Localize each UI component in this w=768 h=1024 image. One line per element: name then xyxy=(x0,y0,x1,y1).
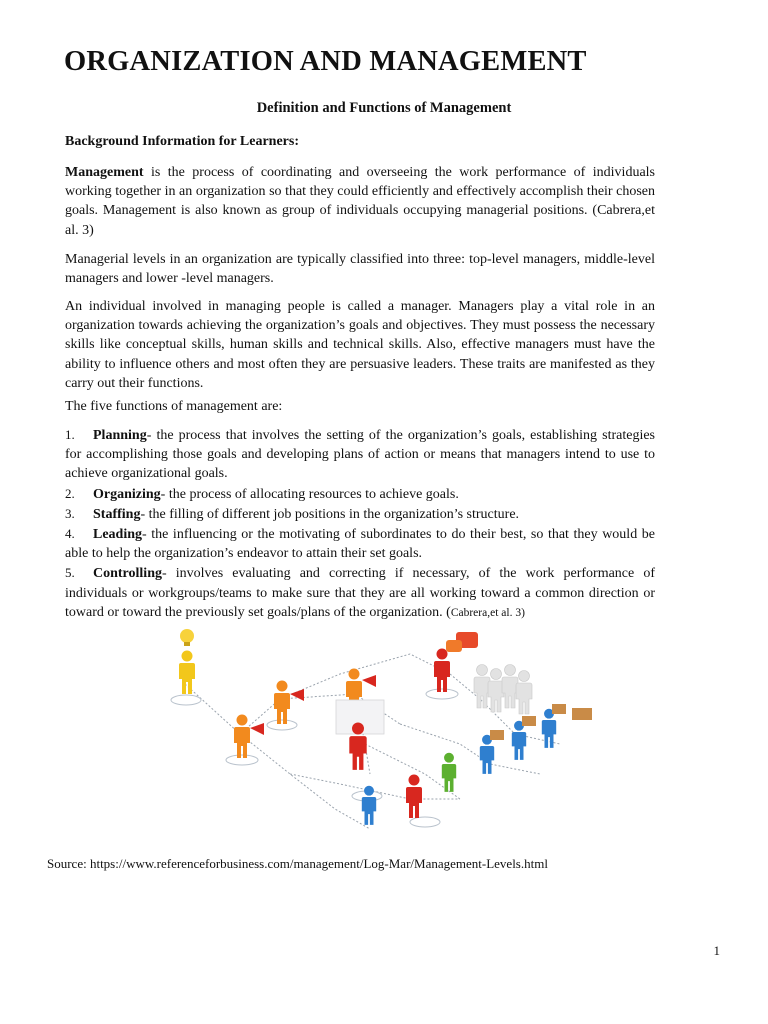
function-term: Leading xyxy=(93,527,143,543)
section-subtitle: Definition and Functions of Management xyxy=(256,100,512,116)
box-icon xyxy=(572,708,592,720)
function-term: Organizing xyxy=(93,486,161,502)
box-icon xyxy=(552,704,566,714)
megaphone-icon xyxy=(250,723,264,735)
function-term: Planning xyxy=(93,428,147,443)
box-icon xyxy=(490,730,504,740)
function-text: - involves evaluating and correcting if necessary, of the work performance of individuals or workgroups/teams to make sure that they are all working toward a common direction or toward or toward the previously set goals/plans of the organization. ( xyxy=(65,566,655,620)
list-item xyxy=(65,563,655,623)
red-person xyxy=(434,649,450,693)
citation: Cabrera,et al. 3) xyxy=(450,606,525,619)
list-item xyxy=(65,504,655,524)
blue-person xyxy=(512,721,526,760)
list-number: 1. xyxy=(65,427,75,442)
box-icon xyxy=(522,716,536,726)
green-person xyxy=(442,753,456,792)
paragraph-management-definition xyxy=(65,163,655,240)
megaphone-icon xyxy=(290,689,304,701)
function-term: Controlling xyxy=(93,566,162,582)
list-item xyxy=(65,425,655,484)
paragraph-managerial-levels: Managerial levels in an organization are typically classified into three: top-level managers, middle-level managers and lower -level managers. xyxy=(65,252,655,287)
speech-bubble-icon xyxy=(446,640,462,652)
list-number: 4. xyxy=(65,526,75,542)
blue-person xyxy=(480,735,494,774)
functions-list xyxy=(65,425,655,623)
function-text: - the influencing or the motivating of subordinates to do their best, so that they would be able to help the organization’s endeavor to attain their set goals. xyxy=(65,527,655,562)
term-management: Management xyxy=(65,165,144,180)
base-ellipses xyxy=(171,689,458,827)
function-text: - the process that involves the setting of the organization’s goals, establishing strategies for accomplishing those goals and developing plans of action or means that managers intend to use to achieve organizational goals. xyxy=(65,428,655,482)
list-item xyxy=(65,484,655,504)
org-chart-people-illustration xyxy=(160,624,605,842)
blue-person xyxy=(542,709,556,748)
white-people-group xyxy=(474,665,532,715)
function-text: - the filling of different job positions in the organization’s structure. xyxy=(140,506,520,522)
list-number: 3. xyxy=(65,505,75,521)
list-number: 2. xyxy=(65,485,75,501)
background-heading: Background Information for Learners: xyxy=(65,134,299,149)
yellow-person xyxy=(179,651,195,695)
lightbulb-icon xyxy=(180,629,194,646)
function-text: - the process of allocating resources to achieve goals. xyxy=(160,486,459,502)
megaphone-icon xyxy=(362,675,376,687)
paragraph-managers: An individual involved in managing people is called a manager. Managers play a vital role in an organization towards achieving the organization’s goals and objectives. They must possess the necessary skills like conceptual skills, human skills and technical skills. Also, effective managers must have the ability to influence others and most often they are persuasive leaders. These traits are manifested as they carry out their functions. xyxy=(65,299,655,391)
orange-person xyxy=(274,681,290,725)
red-person xyxy=(406,775,422,819)
orange-person xyxy=(234,715,250,759)
paragraph-functions-intro: The five functions of management are: xyxy=(65,399,283,414)
source-citation: Source: https://www.referenceforbusiness.com/management/Log-Mar/Management-Levels.html xyxy=(47,856,548,871)
function-term: Staffing xyxy=(93,506,141,522)
page-number: 1 xyxy=(713,943,720,958)
list-number: 5. xyxy=(65,565,75,581)
paragraph-text: is the process of coordinating and overseeing the work performance of individuals working together in an organization so that they could efficiently and effectively accomplish their chosen goals. Management is also known as group of individuals occupying managerial positions. (Cabrera,et al. 3) xyxy=(65,165,655,238)
list-item xyxy=(65,524,655,563)
page-title: ORGANIZATION AND MANAGEMENT xyxy=(64,46,587,77)
management-levels-illustration xyxy=(160,624,605,842)
